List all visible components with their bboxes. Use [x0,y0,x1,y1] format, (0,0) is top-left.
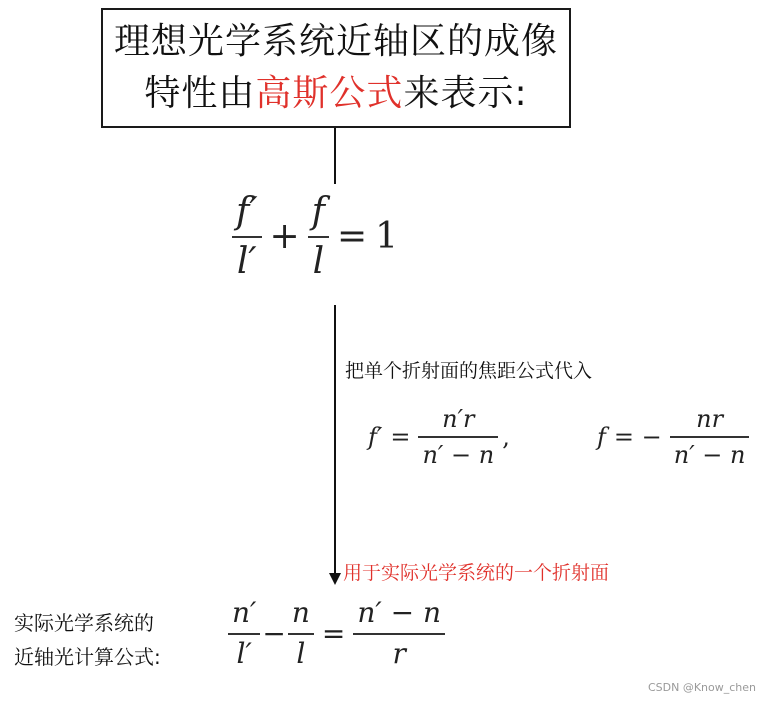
gauss-equals: = [337,216,368,258]
title-box [101,8,571,128]
f-prime-num: n′r [442,405,475,433]
final-frac-3 [353,598,445,670]
fraction-bar [670,436,750,438]
gauss-frac-2-num: f [311,191,325,232]
title-suffix: 来表示: [403,73,528,114]
gauss-plus: + [269,216,300,258]
f-prime-comma: , [502,423,510,452]
f-frac [670,406,750,468]
title-line-2 [144,68,527,120]
fraction-bar [308,236,329,238]
final-frac-2 [288,598,314,670]
f-den: n′ − n [673,440,746,469]
final-frac-1 [228,598,260,670]
title-line-1: 理想光学系统近轴区的成像 [113,21,558,62]
final-minus: − [262,617,286,651]
connector-line-top [334,128,336,184]
fraction-bar [228,633,260,635]
final-formula-label [14,606,161,674]
title-highlight: 高斯公式 [255,73,404,114]
f-prime-formula [368,406,510,468]
fraction-bar [353,633,445,635]
gauss-rhs: 1 [375,216,399,258]
watermark: CSDN @Know_chen [647,681,756,694]
final-frac-3-den: r [392,636,406,670]
f-prime-den: n′ − n [422,440,495,469]
f-equals: = − [613,423,662,452]
gauss-formula [232,192,398,281]
title-prefix: 特性由 [144,73,256,114]
fraction-bar [418,436,498,438]
f-formula [597,406,749,468]
gauss-frac-1-den: l′ [236,240,257,282]
arrow-head [329,573,341,585]
final-equals: = [321,617,346,651]
fraction-bar [232,236,262,238]
f-prime-equals: = [390,423,411,452]
fraction-bar [288,633,314,635]
f-prime-lhs: f′ [368,423,383,452]
final-label-line-1: 实际光学系统的 [14,611,154,635]
f-prime-frac [418,406,498,468]
f-lhs: f [597,423,606,452]
connector-line-main [334,305,336,575]
final-frac-1-num: n′ [232,596,257,629]
gauss-frac-1 [232,192,262,281]
gauss-frac-2-den: l [312,240,325,282]
final-formula [228,598,445,670]
gauss-frac-1-num: f′ [236,191,258,232]
note-apply-surface: 用于实际光学系统的一个折射面 [343,562,610,584]
final-frac-2-num: n [291,596,310,629]
gauss-frac-2 [308,192,329,281]
f-num: nr [696,405,724,433]
final-label-line-2: 近轴光计算公式: [14,645,161,669]
final-frac-3-num: n′ − n [357,596,442,629]
final-frac-1-den: l′ [236,636,252,670]
note-substitute-focal: 把单个折射面的焦距公式代入 [345,360,593,382]
final-frac-2-den: l [296,636,306,670]
